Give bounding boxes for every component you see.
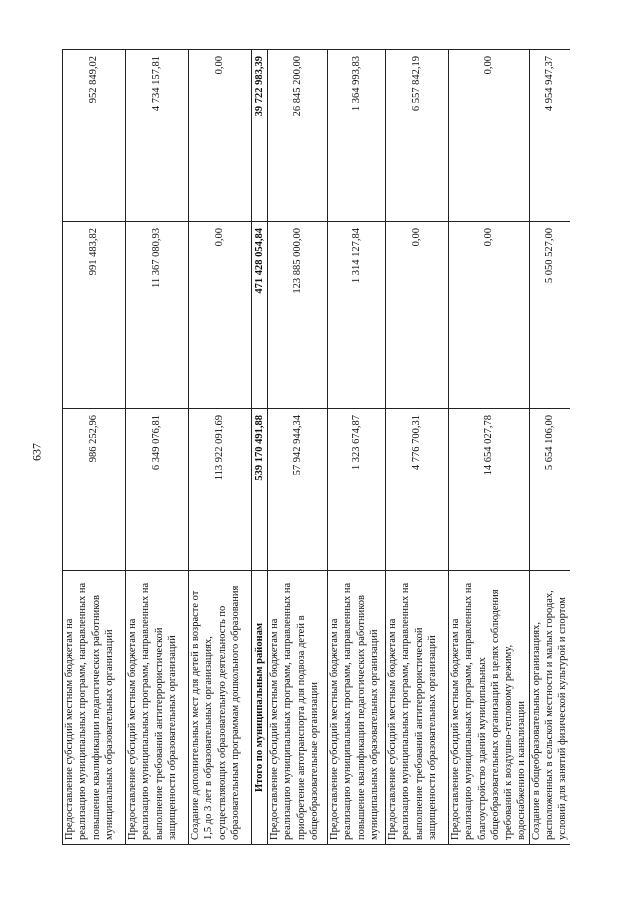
row-value-1: 14 654 027,78 <box>449 409 530 571</box>
total-value-3: 39 722 983,39 <box>252 50 268 222</box>
row-name: Предоставление субсидий местным бюджетам на реализацию муниципальных программ, направленных на повышение квалификации педагогических работников муниципальных образовательных организаций <box>63 571 126 845</box>
table-row <box>189 50 252 845</box>
budget-table <box>62 49 570 845</box>
row-value-1: 4 776 700,31 <box>386 409 449 571</box>
row-name: Создание дополнительных мест для детей в возрасте от 1,5 до 3 лет в образовательных организациях, осуществляющих образовательную деятельность по образовательным программам дошкольного образования <box>189 571 252 845</box>
row-value-3: 952 849,02 <box>63 50 126 222</box>
row-value-3: 4 954 947,37 <box>529 50 569 222</box>
row-value-2: 11 367 080,93 <box>126 222 189 409</box>
row-name: Предоставление субсидий местным бюджетам на реализацию муниципальных программ, направленных на повышение квалификации педагогических работников муниципальных образовательных организаций <box>328 571 386 845</box>
row-value-2: 123 885 000,00 <box>268 222 328 409</box>
row-value-1: 57 942 944,34 <box>268 409 328 571</box>
total-value-1: 539 170 491,88 <box>252 409 268 571</box>
row-value-1: 986 252,96 <box>63 409 126 571</box>
row-value-2: 5 050 527,00 <box>529 222 569 409</box>
row-value-2: 0,00 <box>386 222 449 409</box>
row-value-3: 4 734 157,81 <box>126 50 189 222</box>
table-row <box>126 50 189 845</box>
table-row <box>328 50 386 845</box>
row-value-3: 1 364 993,83 <box>328 50 386 222</box>
row-value-3: 6 557 842,19 <box>386 50 449 222</box>
row-value-3: 0,00 <box>189 50 252 222</box>
row-value-1: 6 349 076,81 <box>126 409 189 571</box>
table-row <box>268 50 328 845</box>
row-value-2: 0,00 <box>189 222 252 409</box>
row-value-2: 0,00 <box>449 222 530 409</box>
row-value-1: 1 323 674,87 <box>328 409 386 571</box>
table-row <box>63 50 126 845</box>
total-label: Итого по муниципальным районам <box>252 571 268 845</box>
rotated-table-container <box>62 50 567 845</box>
row-name: Предоставление субсидий местным бюджетам на реализацию муниципальных программ, направленных на приобретение автотранспорта для подвоза детей в общеобразовательные организации <box>268 571 328 845</box>
row-value-1: 113 922 091,69 <box>189 409 252 571</box>
row-value-2: 1 314 127,84 <box>328 222 386 409</box>
row-value-3: 26 845 200,00 <box>268 50 328 222</box>
row-value-1: 5 654 106,00 <box>529 409 569 571</box>
table-row <box>449 50 530 845</box>
row-name: Предоставление субсидий местным бюджетам на реализацию муниципальных программ, направленных на выполнение требований антитеррористической защищенности образовательных организаций <box>386 571 449 845</box>
total-row <box>252 50 268 845</box>
table-row <box>529 50 569 845</box>
row-name: Создание в общеобразовательных организациях, расположенных в сельской местности и малых городах, условий для занятий физической культурой и спортом <box>529 571 569 845</box>
row-value-3: 0,00 <box>449 50 530 222</box>
total-value-2: 471 428 054,84 <box>252 222 268 409</box>
table-row <box>386 50 449 845</box>
page-number: 637 <box>29 443 44 461</box>
row-value-2: 991 483,82 <box>63 222 126 409</box>
row-name: Предоставление субсидий местным бюджетам на реализацию муниципальных программ, направленных на выполнение требований антитеррористической защищенности образовательных организаций <box>126 571 189 845</box>
row-name: Предоставление субсидий местным бюджетам на реализацию муниципальных программ, направленных на благоустройство зданий муниципальных общеобразовательных организаций в целях соблюдения требований к воздушно-тепловому режиму, водоснабжению и канализации <box>449 571 530 845</box>
